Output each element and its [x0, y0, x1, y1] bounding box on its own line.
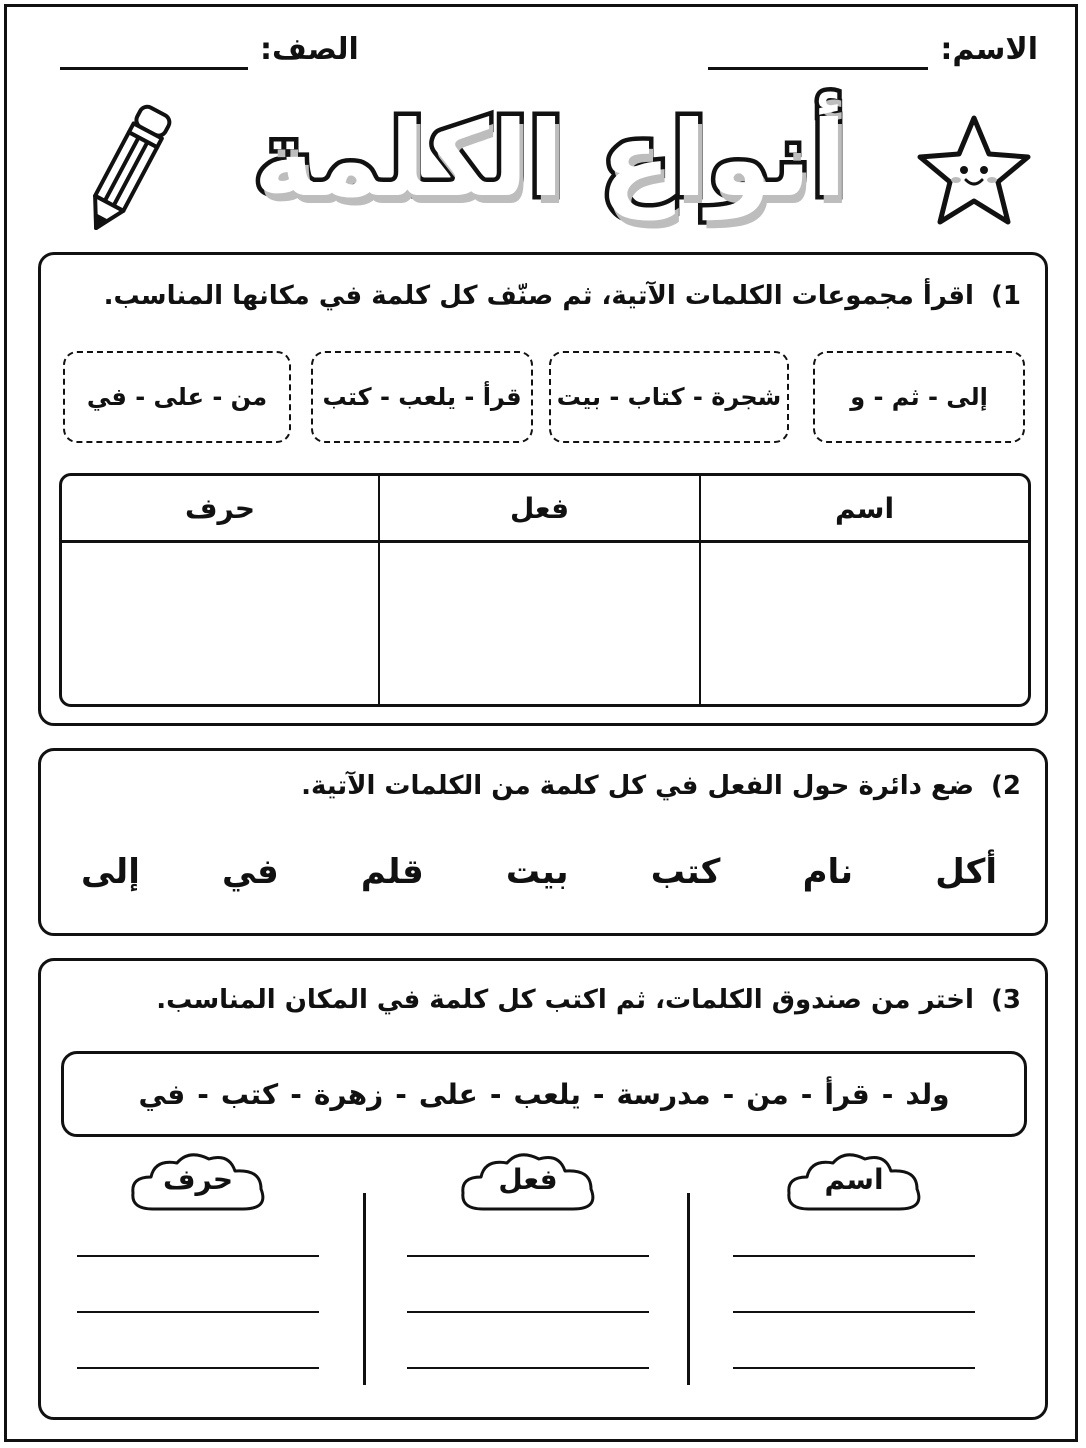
exercise-3-text: اختر من صندوق الكلمات، ثم اكتب كل كلمة في المكان المناسب.	[156, 985, 974, 1015]
word-group-box: من - على - في	[63, 351, 291, 443]
class-field[interactable]	[60, 26, 359, 70]
answer-line[interactable]	[407, 1255, 649, 1257]
cloud-icon	[779, 1149, 929, 1219]
answer-line[interactable]	[77, 1255, 319, 1257]
word-group-box: شجرة - كتاب - بيت	[549, 351, 789, 443]
exercise-2-panel	[38, 748, 1048, 936]
exercise-2-number: 2)	[991, 771, 1021, 801]
class-blank-line[interactable]	[60, 37, 248, 70]
category-label: اسم	[824, 1163, 884, 1196]
word-bank-item: قرأ	[824, 1077, 870, 1111]
word-bank-item: زهرة	[313, 1077, 384, 1111]
name-field[interactable]	[708, 26, 1038, 70]
circle-word[interactable]: نام	[802, 852, 854, 892]
circle-word[interactable]: قلم	[360, 852, 424, 892]
circle-word[interactable]: كتب	[650, 852, 721, 892]
table-column-verb	[380, 476, 701, 704]
answer-line[interactable]	[77, 1311, 319, 1313]
word-bank-item: من	[746, 1077, 789, 1111]
circle-word[interactable]: أكل	[935, 852, 997, 892]
exercise-2-instruction	[301, 771, 1021, 801]
answer-line[interactable]	[407, 1367, 649, 1369]
category-column-particle	[67, 1149, 329, 1399]
word-group-box: قرأ - يلعب - كتب	[311, 351, 533, 443]
word-separator: -	[395, 1077, 407, 1111]
circle-word-list	[81, 847, 997, 897]
answer-line[interactable]	[733, 1311, 975, 1313]
word-separator: -	[722, 1077, 735, 1111]
circle-word[interactable]: في	[222, 852, 279, 892]
table-header: فعل	[380, 476, 699, 543]
circle-word[interactable]: بيت	[505, 852, 569, 892]
answer-line[interactable]	[77, 1367, 319, 1369]
exercise-3-instruction	[156, 985, 1021, 1015]
word-bank-item: مدرسة	[616, 1077, 711, 1111]
class-label: الصف:	[260, 32, 359, 67]
word-bank-item: كتب	[220, 1077, 279, 1111]
answer-cell[interactable]	[380, 543, 699, 704]
column-divider	[687, 1193, 690, 1385]
answer-line[interactable]	[733, 1367, 975, 1369]
word-separator: -	[881, 1077, 894, 1111]
exercise-3-number: 3)	[991, 985, 1021, 1015]
answer-cell[interactable]	[701, 543, 1028, 704]
star-icon	[912, 112, 1036, 230]
exercise-2-text: ضع دائرة حول الفعل في كل كلمة من الكلمات الآتية.	[301, 771, 974, 801]
table-column-noun	[701, 476, 1028, 704]
pencil-icon	[82, 98, 174, 238]
table-header: اسم	[701, 476, 1028, 543]
exercise-1-text: اقرأ مجموعات الكلمات الآتية، ثم صنّف كل كلمة في مكانها المناسب.	[103, 281, 974, 311]
word-separator: -	[197, 1077, 209, 1111]
column-divider	[363, 1193, 366, 1385]
answer-line[interactable]	[407, 1311, 649, 1313]
exercise-1-panel	[38, 252, 1048, 726]
table-header: حرف	[62, 476, 378, 543]
name-blank-line[interactable]	[708, 37, 928, 70]
exercise-3-panel	[38, 958, 1048, 1420]
word-separator: -	[592, 1077, 605, 1111]
category-label: حرف	[162, 1163, 234, 1196]
answer-line[interactable]	[733, 1255, 975, 1257]
answer-cell[interactable]	[62, 543, 378, 704]
category-column-noun	[723, 1149, 985, 1399]
category-column-verb	[397, 1149, 659, 1399]
word-bank-item: يلعب	[513, 1077, 581, 1111]
category-label: فعل	[498, 1163, 558, 1196]
table-column-particle	[62, 476, 380, 704]
word-bank-item: في	[138, 1077, 186, 1111]
word-group-box: إلى - ثم - و	[813, 351, 1025, 443]
exercise-1-number: 1)	[991, 281, 1021, 311]
word-separator: -	[800, 1077, 813, 1111]
word-separator: -	[290, 1077, 302, 1111]
exercise-1-instruction	[104, 281, 1021, 311]
word-separator: -	[489, 1077, 502, 1111]
word-bank-item: على	[418, 1077, 478, 1111]
classification-table	[59, 473, 1031, 707]
word-bank-item: ولد	[905, 1077, 950, 1111]
page-title: أنواع الكلمة	[253, 98, 847, 220]
cloud-icon	[123, 1149, 273, 1219]
name-label: الاسم:	[940, 32, 1038, 67]
word-bank	[61, 1051, 1027, 1137]
circle-word[interactable]: إلى	[81, 852, 140, 892]
cloud-icon	[453, 1149, 603, 1219]
